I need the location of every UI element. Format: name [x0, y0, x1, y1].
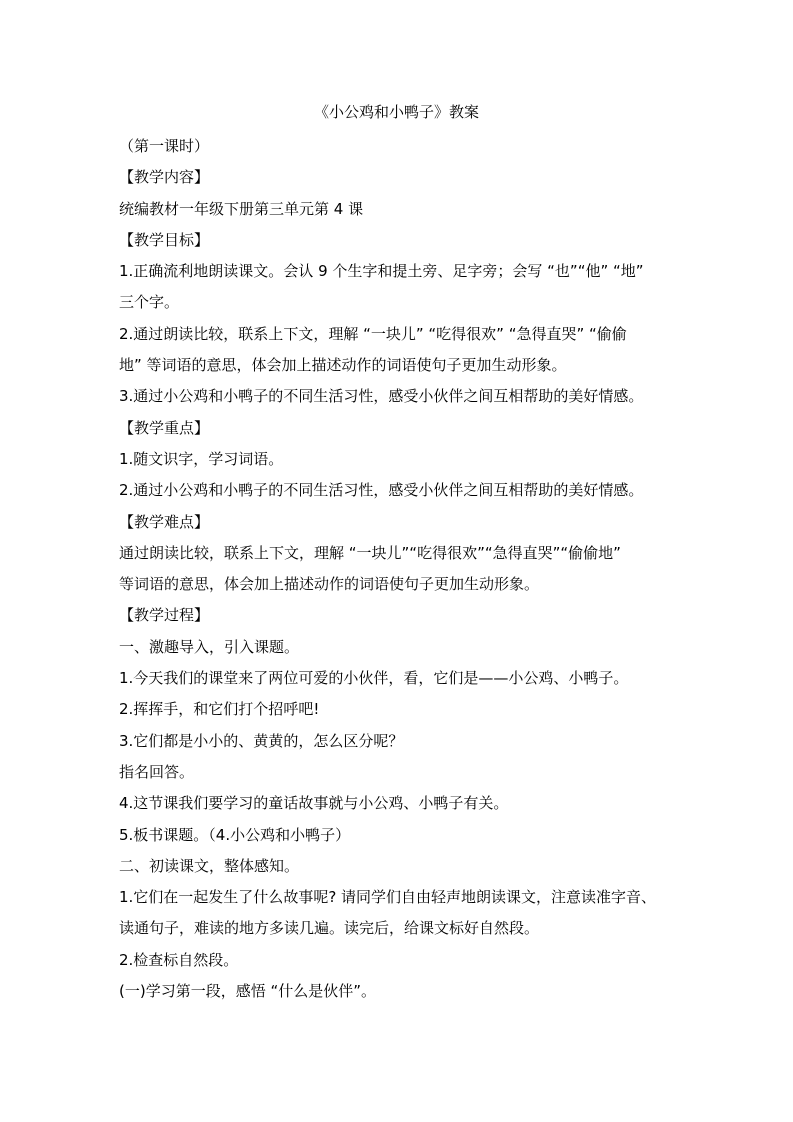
text-line: 等词语的意思，体会加上描述动作的词语使句子更加生动形象。	[119, 575, 540, 594]
heading-teaching-goals: 【教学目标】	[119, 230, 210, 249]
text-line: 5.板书课题。（4.小公鸡和小鸭子）	[119, 825, 351, 844]
text-line: 3.通过小公鸡和小鸭子的不同生活习性，感受小伙伴之间互相帮助的美好情感。	[119, 387, 644, 406]
text-line: 读通句子，难读的地方多读几遍。读完后，给课文标好自然段。	[119, 919, 540, 938]
lesson-period: （第一课时）	[119, 137, 210, 155]
text-line: 地” 等词语的意思，体会加上描述动作的词语使句子更加生动形象。	[119, 356, 567, 375]
document-body	[119, 131, 679, 1007]
section-heading: 一、激趣导入，引入课题。	[119, 637, 300, 656]
heading-difficulties: 【教学难点】	[119, 512, 210, 531]
text-line: 三个字。	[119, 293, 180, 312]
text-line: 2.挥挥手，和它们打个招呼吧!	[119, 700, 320, 719]
text-line: 通过朗读比较，联系上下文，理解 “一块儿”“吃得很欢”“急得直哭”“偷偷地”	[119, 543, 621, 562]
text-line: 2.检查标自然段。	[119, 950, 239, 969]
text-line: 2.通过小公鸡和小鸭子的不同生活习性，感受小伙伴之间互相帮助的美好情感。	[119, 481, 644, 500]
subsection-heading: (一)学习第一段，感悟 “什么是伙伴”。	[119, 982, 377, 1001]
text-line: 3.它们都是小小的、黄黄的，怎么区分呢？	[119, 731, 404, 750]
text-line: 统编教材一年级下册第三单元第 4 课	[119, 199, 364, 218]
heading-teaching-content: 【教学内容】	[119, 168, 210, 187]
text-line: 1.今天我们的课堂来了两位可爱的小伙伴，看，它们是——小公鸡、小鸭子。	[119, 669, 629, 688]
heading-teaching-process: 【教学过程】	[119, 606, 210, 625]
section-heading: 二、初读课文，整体感知。	[119, 856, 300, 875]
heading-key-points: 【教学重点】	[119, 418, 210, 437]
text-line: 2.通过朗读比较，联系上下文，理解 “一块儿” “吃得很欢” “急得直哭” “偷偷	[119, 324, 627, 343]
text-line: 指名回答。	[119, 762, 195, 781]
text-line: 1.随文识字，学习词语。	[119, 449, 284, 468]
text-line: 4.这节课我们要学习的童话故事就与小公鸡、小鸭子有关。	[119, 794, 509, 813]
text-line: 1.它们在一起发生了什么故事呢? 请同学们自由轻声地朗读课文，注意读准字音、	[119, 888, 657, 907]
document-title: 《小公鸡和小鸭子》教案	[313, 103, 479, 121]
text-line: 1.正确流利地朗读课文。会认 9 个生字和提土旁、足字旁；会写 “也”“他” “地”	[119, 262, 644, 281]
